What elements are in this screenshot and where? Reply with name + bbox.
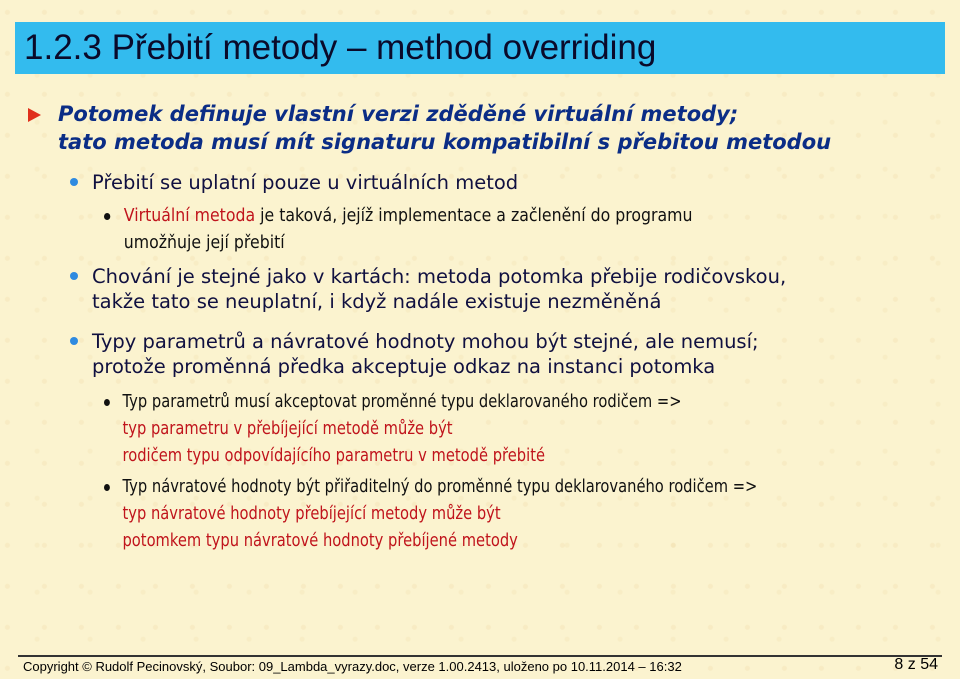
subbullet-line3: rodičem typu odpovídajícího parametru v metodě přebité <box>122 446 546 466</box>
footer-copyright: Copyright © Rudolf Pecinovský, Soubor: 09_Lambda_vyrazy.doc, verze 1.00.2413, uloženo po 10.11.2014 – 16:32 <box>23 659 682 674</box>
subbullet-line1: Typ návratové hodnoty být přiřaditelný do proměnné typu deklarovaného rodičem => <box>122 477 758 497</box>
main-point-line2: tato metoda musí mít signaturu kompatibilní s přebitou metodou <box>58 130 832 154</box>
subbullet-return-type <box>104 474 793 555</box>
subbullet-line2: typ parametru v přebíjející metodě může být <box>122 419 453 439</box>
subbullet-line1: Typ parametrů musí akceptovat proměnné typu deklarovaného rodičem => <box>122 392 682 412</box>
highlight-term: Virtuální metoda <box>123 206 256 226</box>
bullet-parameter-types <box>70 329 920 379</box>
subbullet-parameter-type <box>104 389 793 470</box>
subbullet-line2: typ návratové hodnoty přebíjející metody může být <box>122 504 501 524</box>
bullet-line1: Typy parametrů a návratové hodnoty mohou být stejné, ale nemusí; <box>92 330 759 353</box>
bullet-text: Přebití se uplatní pouze u virtuálních metod <box>92 171 519 194</box>
subbullet-line2: umožňuje její přebití <box>123 233 285 253</box>
bullet-dot-icon <box>70 178 78 186</box>
slide-title: 1.2.3 Přebití metody – method overriding <box>15 22 945 74</box>
bullet-dot-icon <box>104 213 110 220</box>
subbullet-line1 <box>124 203 842 230</box>
bullet-virtual-only <box>70 170 920 195</box>
subbullet-line3: potomkem typu návratové hodnoty přebíjené metody <box>122 531 518 551</box>
arrow-bullet-icon <box>28 108 41 122</box>
bullet-line1: Chování je stejné jako v kartách: metoda potomka přebije rodičovskou, <box>92 265 787 288</box>
footer-divider <box>18 655 942 657</box>
bullet-line2: protože proměnná předka akceptuje odkaz na instanci potomka <box>92 355 716 378</box>
bullet-dot-icon <box>104 484 110 491</box>
page-number: 8 z 54 <box>894 656 938 673</box>
bullet-cards-behavior <box>70 264 920 314</box>
subbullet-line1-rest: je taková, jejíž implementace a začlenění do programu <box>255 206 693 226</box>
subbullet-virtual-method <box>104 203 842 257</box>
main-point-line1: Potomek definuje vlastní verzi zděděné virtuální metody; <box>58 102 739 126</box>
main-point <box>28 100 928 156</box>
bullet-dot-icon <box>104 399 110 406</box>
bullet-dot-icon <box>70 337 78 345</box>
bullet-line2: takže tato se neuplatní, i když nadále existuje nezměněná <box>92 290 662 313</box>
bullet-dot-icon <box>70 272 78 280</box>
